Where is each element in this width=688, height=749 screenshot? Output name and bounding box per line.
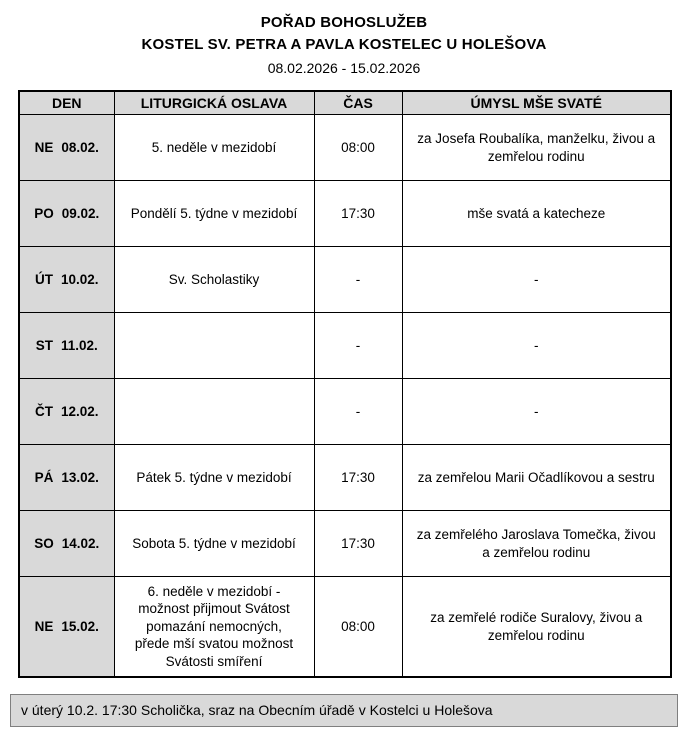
day-date: 08.02.: [61, 140, 99, 156]
document-header: [0, 12, 688, 78]
celebration-cell: [114, 313, 314, 379]
day-date: 13.02.: [61, 470, 99, 486]
intention-cell: mše svatá a katecheze: [402, 181, 671, 247]
day-date: 10.02.: [60, 272, 99, 288]
day-abbr: ÚT: [34, 272, 53, 288]
footer-note: v úterý 10.2. 17:30 Scholička, sraz na Obecním úřadě v Kostelci u Holešova: [10, 694, 678, 727]
table-row: [19, 379, 671, 445]
table-row: [19, 313, 671, 379]
church-name: KOSTEL SV. PETRA A PAVLA KOSTELEC U HOLEŠOVA: [141, 35, 547, 53]
col-header-cas: ČAS: [314, 91, 402, 115]
day-abbr: NE: [34, 140, 54, 156]
table-row: [19, 445, 671, 511]
day-cell: [19, 445, 114, 511]
time-cell: 08:00: [314, 115, 402, 181]
day-inner: [21, 404, 113, 419]
day-inner: [21, 470, 113, 485]
day-inner: [21, 338, 113, 353]
table-header-row: [19, 91, 671, 115]
day-inner: [21, 206, 113, 221]
date-range: 08.02.2026 - 15.02.2026: [267, 59, 421, 76]
day-abbr: ST: [35, 338, 53, 354]
intention-cell: za zemřelou Marii Očadlíkovou a sestru: [402, 445, 671, 511]
time-cell: 17:30: [314, 511, 402, 577]
table-row: [19, 181, 671, 247]
day-inner: [21, 619, 113, 634]
day-abbr: PO: [34, 206, 54, 222]
celebration-cell: Pátek 5. týdne v mezidobí: [114, 445, 314, 511]
day-inner: [21, 272, 113, 287]
day-abbr: ČT: [34, 404, 53, 420]
col-header-den: DEN: [19, 91, 114, 115]
day-date: 14.02.: [61, 536, 100, 552]
day-cell: [19, 511, 114, 577]
celebration-cell: Sv. Scholastiky: [114, 247, 314, 313]
time-cell: 17:30: [314, 445, 402, 511]
day-cell: [19, 577, 114, 677]
intention-cell: za zemřelého Jaroslava Tomečka, živou a zemřelou rodinu: [402, 511, 671, 577]
celebration-cell: Pondělí 5. týdne v mezidobí: [114, 181, 314, 247]
time-cell: 17:30: [314, 181, 402, 247]
day-date: 12.02.: [60, 404, 99, 420]
day-date: 11.02.: [60, 338, 98, 354]
celebration-cell: [114, 379, 314, 445]
page-title: POŘAD BOHOSLUŽEB: [260, 14, 428, 31]
day-inner: [21, 140, 113, 155]
time-cell: -: [314, 247, 402, 313]
day-cell: [19, 379, 114, 445]
time-cell: -: [314, 379, 402, 445]
time-cell: 08:00: [314, 577, 402, 677]
table-row: [19, 247, 671, 313]
celebration-cell: 6. neděle v mezidobí - možnost přijmout Svátost pomazání nemocných, přede mší svatou možnost Svátosti smíření: [114, 577, 314, 677]
day-abbr: SO: [34, 536, 54, 552]
day-abbr: PÁ: [34, 470, 54, 486]
intention-cell: za Josefa Roubalíka, manželku, živou a zemřelou rodinu: [402, 115, 671, 181]
time-cell: -: [314, 313, 402, 379]
col-header-liturgicka-oslava: LITURGICKÁ OSLAVA: [114, 91, 314, 115]
day-date: 09.02.: [61, 206, 100, 222]
day-cell: [19, 115, 114, 181]
table-row: [19, 577, 671, 677]
table-row: [19, 511, 671, 577]
schedule-table: [18, 90, 672, 678]
intention-cell: -: [402, 247, 671, 313]
intention-cell: -: [402, 379, 671, 445]
day-abbr: NE: [34, 619, 54, 635]
day-cell: [19, 313, 114, 379]
celebration-cell: 5. neděle v mezidobí: [114, 115, 314, 181]
day-cell: [19, 181, 114, 247]
day-inner: [21, 536, 113, 551]
day-date: 15.02.: [61, 619, 99, 635]
table-row: [19, 115, 671, 181]
intention-cell: za zemřelé rodiče Suralovy, živou a zemřelou rodinu: [402, 577, 671, 677]
celebration-cell: Sobota 5. týdne v mezidobí: [114, 511, 314, 577]
intention-cell: -: [402, 313, 671, 379]
day-cell: [19, 247, 114, 313]
col-header-umysl: ÚMYSL MŠE SVATÉ: [402, 91, 671, 115]
